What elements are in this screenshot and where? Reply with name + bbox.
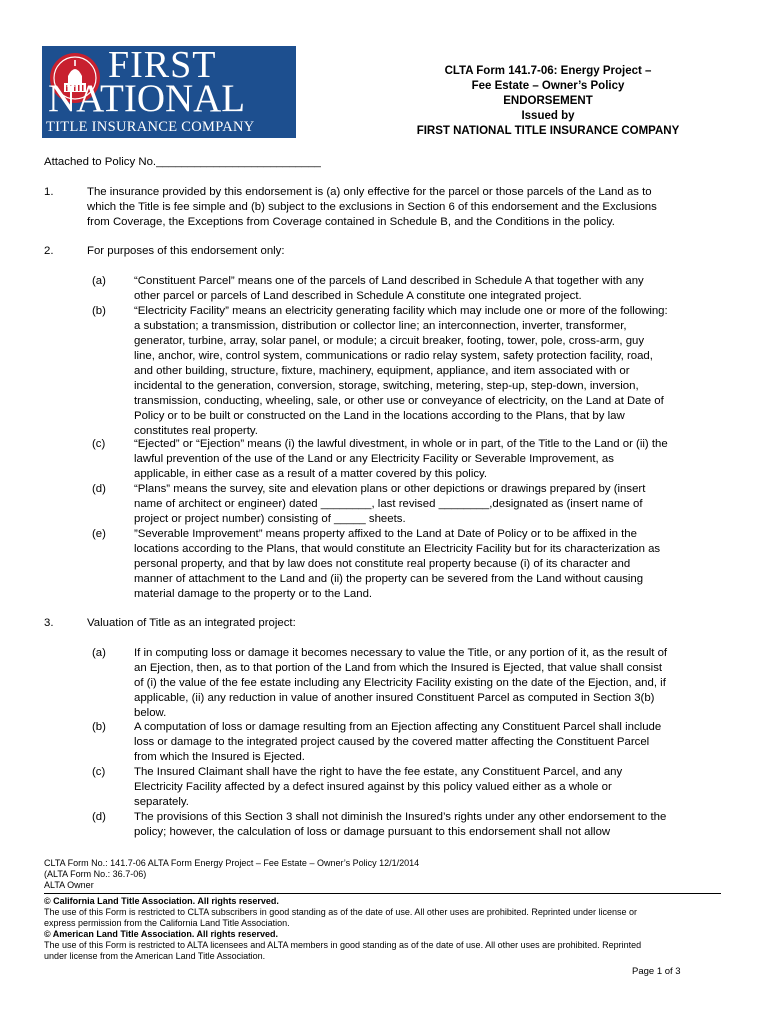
text-line: “Ejected” or “Ejection” means (i) the lawful divestment, in whole or in part, of the Title to the Land or (ii) the [134,438,668,450]
text-line: policy; however, the calculation of loss or damage pursuant to this endorsement shall not allow [134,826,611,838]
text-line: which the Title is fee simple and (b) subject to the exclusions in Section 6 of this endorsement and the Exclusions [87,201,657,213]
text-line: from Coverage, the Exceptions from Coverage contained in Schedule B, and the Conditions in the policy. [87,216,615,228]
text-line: of (i) the value of the fee estate including any Electricity Facility existing on the date of the Ejection, and, if [134,677,666,689]
item-label: (e) [92,528,106,540]
item-label: (d) [92,811,106,823]
text-line: “Plans” means the survey, site and elevation plans or other depictions or drawings prepared by (insert [134,483,646,495]
text-line: project or project number) consisting of _____ sheets. [134,513,406,525]
text-line: other parcel or parcels of Land described in Schedule A constitute one integrated project. [134,290,582,302]
text-line: below. [134,707,167,719]
footer-form-number: CLTA Form No.: 141.7-06 ALTA Form Energy Project – Fee Estate – Owner’s Policy 12/1/2014 [44,858,420,868]
clta-copyright: © California Land Title Association. All rights reserved. [44,896,279,906]
item-label: (d) [92,483,106,495]
text-line: applicable, in either case as a result of a matter covered by this policy. [134,468,488,480]
text-line: line, anchor, wire, control system, communications or radio relay system, safety protection facility, road, [134,350,653,362]
item-label: (a) [92,647,106,659]
clta-use-text: express permission from the California Land Title Association. [44,918,290,928]
section-3-intro: Valuation of Title as an integrated project: [87,617,296,629]
text-line: ”Severable Improvement” means property affixed to the Land at Date of Policy or to be affixed in the [134,528,637,540]
item-label: (b) [92,305,106,317]
text-line: material damage to the property or to the Land. [134,588,373,600]
item-label: (a) [92,275,106,287]
attached-policy-line: Attached to Policy No.__________________________ [44,156,321,168]
text-line: personal property, and that by law does not constitute real property because (i) of its character and [134,558,631,570]
text-line: A computation of loss or damage resulting from an Ejection affecting any Constituent Parcel shall include [134,721,662,733]
text-line: incidental to the generation, conversion, storage, switching, metering, step-up, step-down, inversion, [134,380,639,392]
text-line: transmission, conducting, wheeling, sale, or other use or conveyance of electricity, on the Land at Date of [134,395,664,407]
section-number: 2. [44,245,54,257]
company-name: FIRST NATIONAL TITLE INSURANCE COMPANY [416,125,680,137]
text-line: applicable, (ii) any reduction in value of another insured Constituent Parcel as computed in Section 3(b) [134,692,655,704]
text-line: If in computing loss or damage it becomes necessary to value the Title, or any portion of it, as the result of [134,647,668,659]
valuation-item-a [134,646,667,721]
text-line: manner of attachment to the Land and (ii) the property can be severed from the Land without causing [134,573,644,585]
definition-severable-improvement [134,527,660,602]
section-1-text [87,185,657,230]
section-number: 3. [44,617,54,629]
text-line: from which the Insured is Ejected. [134,751,305,763]
text-line: lawful prevention of the use of the Land or any Electricity Facility or Severable Improvement, as [134,453,614,465]
text-line: Electricity Facility affected by a defect insured against by this policy valued either as a whole or [134,781,612,793]
endorsement-label: ENDORSEMENT [503,95,593,107]
definition-electricity-facility [134,304,668,439]
section-2-intro: For purposes of this endorsement only: [87,245,285,257]
definition-ejection [134,437,668,482]
company-logo [42,46,296,138]
item-label: (b) [92,721,106,733]
text-line: name of architect or engineer) dated ________, last revised ________,designated as (insert name of [134,498,643,510]
alta-copyright: © American Land Title Association. All rights reserved. [44,929,279,939]
text-line: locations according to the Plans, that would constitute an Electricity Facility but for its characterization as [134,543,661,555]
logo-first-text: FIRST [108,44,217,86]
alta-use-text: The use of this Form is restricted to ALTA licensees and ALTA members in good standing as of the date of use. All other uses are prohibited. Reprinted [44,940,642,950]
text-line: The insurance provided by this endorsement is (a) only effective for the parcel or those parcels of the Land as to [87,186,652,198]
clta-use-text: The use of this Form is restricted to CLTA subscribers in good standing as of the date of use. All other uses are prohibited. Reprinted under license or [44,907,637,917]
footer-divider [44,893,721,894]
definition-constituent-parcel [134,274,644,304]
text-line: separately. [134,796,189,808]
form-subtitle: Fee Estate – Owner’s Policy [471,80,625,92]
text-line: an Ejection, then, as to that portion of the Land from which the Insured is Ejected, that value shall consist [134,662,663,674]
text-line: “Constituent Parcel” means one of the parcels of Land described in Schedule A that together with any [134,275,644,287]
footer-alta-owner: ALTA Owner [44,880,94,890]
logo-national-text: NATIONAL [48,77,246,120]
text-line: constitutes real property. [134,425,258,437]
valuation-item-c [134,765,622,810]
form-footer [44,858,419,891]
copyright-notice [44,896,641,962]
section-number: 1. [44,186,54,198]
item-label: (c) [92,766,106,778]
text-line: The provisions of this Section 3 shall not diminish the Insured’s rights under any other endorsement to the [134,811,667,823]
page-number: Page 1 of 3 [632,966,681,977]
footer-alta-form-number: (ALTA Form No.: 36.7-06) [44,869,147,879]
text-line: “Electricity Facility” means an electricity generating facility which may include one or more of the following: [134,305,668,317]
text-line: and other building, structure, fixture, machinery, equipment, appliance, and item associated with or [134,365,630,377]
logo-title-text: TITLE INSURANCE COMPANY [46,119,255,135]
text-line: Policy or to be built or constructed on the Land in the locations according to the Plans, that by law [134,410,625,422]
issued-by-label: Issued by [521,110,575,122]
form-header [300,64,770,139]
valuation-item-d [134,810,666,840]
text-line: loss or damage to the integrated project caused by the covered matter affecting the Constituent Parcel [134,736,650,748]
item-label: (c) [92,438,106,450]
text-line: The Insured Claimant shall have the right to have the fee estate, any Constituent Parcel, and any [134,766,623,778]
definition-plans [134,482,645,527]
text-line: a substation; a transmission, distribution or collector line; an interconnection, inverter, transformer, [134,320,627,332]
text-line: generator, turbine, array, solar panel, or module; a circuit breaker, footing, tower, pole, cross-arm, guy [134,335,645,347]
form-title: CLTA Form 141.7-06: Energy Project – [444,65,652,77]
valuation-item-b [134,720,661,765]
alta-use-text: under license from the American Land Title Association. [44,951,266,961]
